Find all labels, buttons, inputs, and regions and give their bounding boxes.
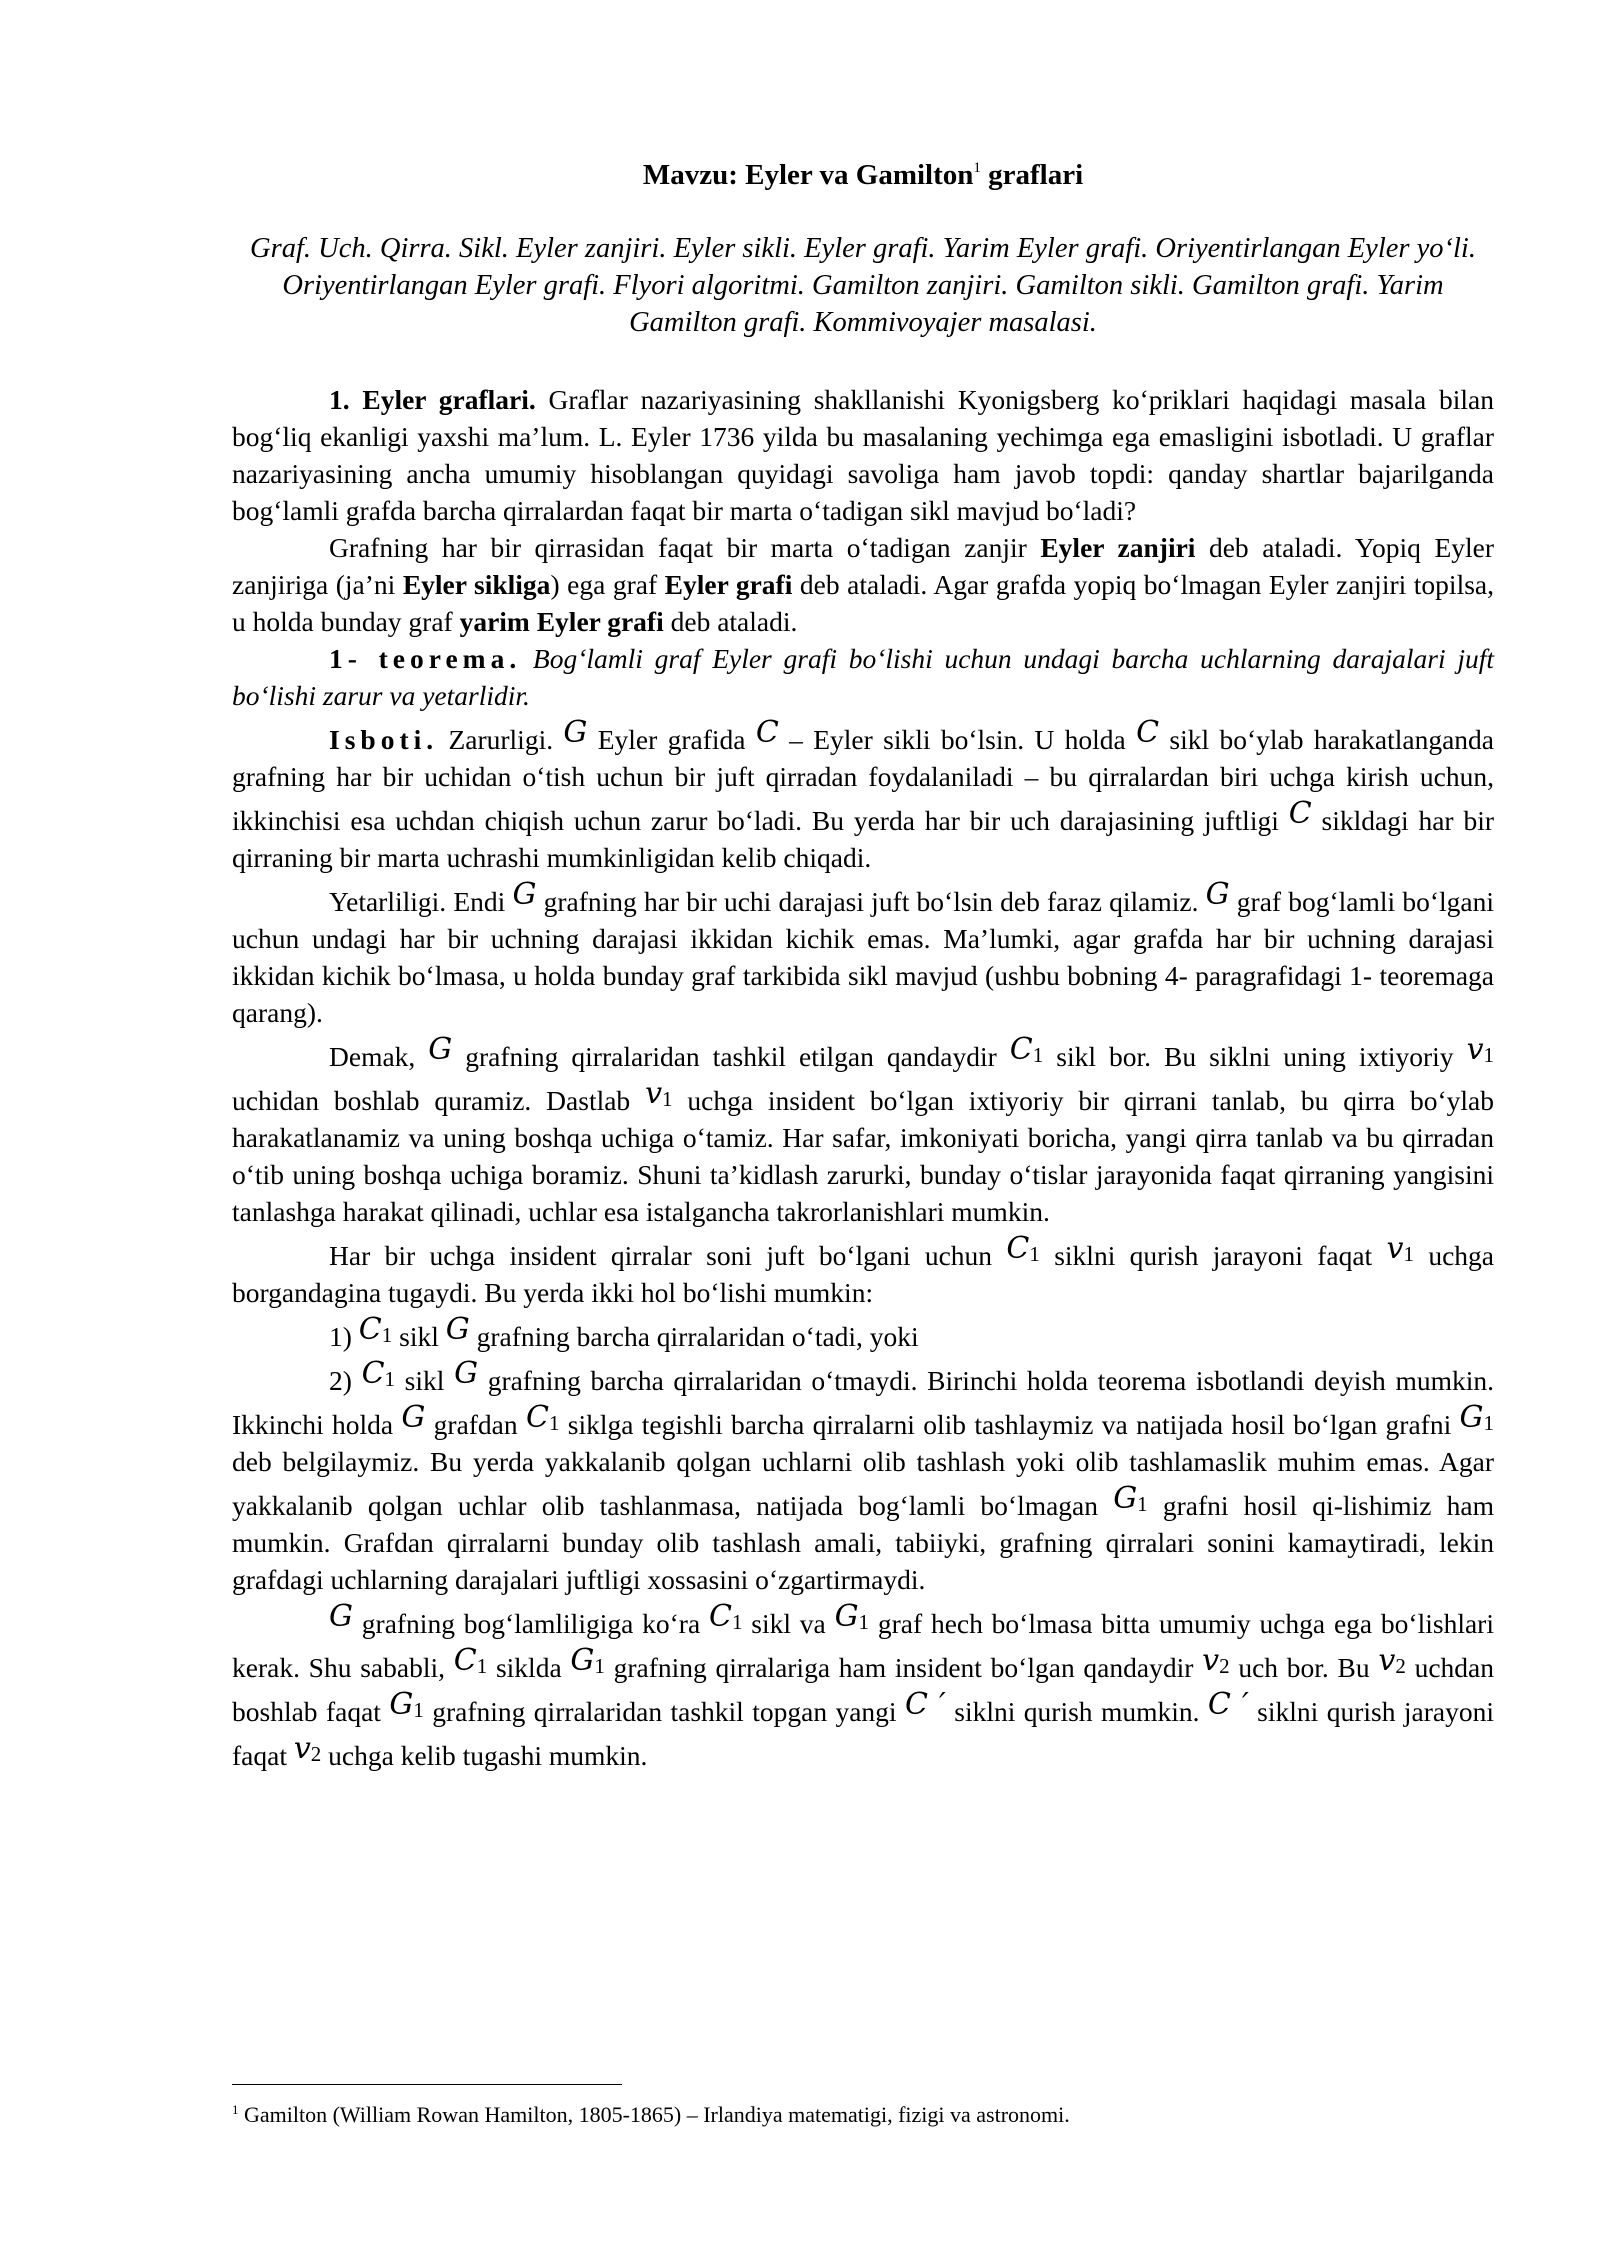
paragraph-text: grafning har bir uchi darajasi juft bo‘lsin deb faraz qilamiz.	[536, 886, 1206, 917]
math-C: C	[1288, 796, 1312, 831]
math-C1: $C_1$	[525, 1400, 560, 1435]
paragraph-text: Grafning har bir qirrasidan faqat bir marta o‘tadigan zanjir	[329, 532, 1041, 563]
paragraph-text: uchga insident bo‘lgan ixtiyoriy bir qirrani tanlab, bu qirra bo‘ylab harakatlanamiz va uning boshqa uchiga o‘tamiz. Har safar, imkoniyati boricha, yangi qirra tanlab va bu qirradan o‘tib uning boshqa uchiga boramiz. Shuni ta’kidlash zarurki, bunday o‘tislar jarayonida faqat qirraning yangisini tanlashga harakat qilinadi, uchlar esa istalgancha takrorlanishlari mumkin.	[232, 1085, 1494, 1227]
math-C-prime: C ′	[905, 1687, 946, 1722]
title-footnote-mark: 1	[973, 160, 981, 176]
paragraph-text: uch bor. Bu	[1229, 1652, 1379, 1683]
math-G: G	[329, 1599, 353, 1634]
paragraph-text: 2)	[329, 1365, 362, 1396]
math-C1: $C_1$	[361, 1356, 396, 1391]
paragraph-proof-sufficiency	[232, 876, 1494, 1031]
math-v1: $v_1$	[1466, 1032, 1495, 1067]
paragraph-text: sikl	[395, 1365, 455, 1396]
math-C1: $C_1$	[708, 1599, 743, 1634]
paragraph-text: Eyler grafida	[587, 724, 756, 755]
math-G1: $G_1$	[570, 1643, 605, 1678]
paragraph-two-cases	[232, 1230, 1494, 1311]
paragraph-theorem	[232, 640, 1494, 714]
paragraph-text: grafdan	[425, 1409, 526, 1440]
math-G: G	[401, 1400, 426, 1435]
math-G1: $G_1$	[1459, 1400, 1494, 1435]
paragraph-proof-necessity	[232, 714, 1494, 876]
footnote-divider	[232, 2084, 622, 2085]
document-page	[232, 150, 1494, 1774]
paragraph-text: sikl bor. Bu siklni uning ixtiyoriy	[1043, 1041, 1467, 1072]
math-v2: $v_2$	[1378, 1643, 1406, 1678]
case-item-2	[232, 1355, 1494, 1598]
paragraph-text: deb ataladi. Yopiq Eyler zanjiriga (ja’ni	[232, 532, 1495, 600]
title-text: Mavzu: Eyler va Gamilton	[642, 159, 974, 191]
paragraph-text: sikl va	[742, 1608, 835, 1639]
paragraph-text: grafning bog‘lamliligiga ko‘ra	[352, 1608, 709, 1639]
paragraph-text: graf bog‘lamli bo‘lgani uchun undagi har bir uchning darajasi ikkidan kichik emas. Ma’lumki, agar grafda har bir uchning darajasi ikkidan kichik bo‘lmasa, u holda bunday graf tarkibida sikl mavjud (ushbu bobning 4- paragrafidagi 1- teoremaga qarang).	[232, 886, 1495, 1028]
math-G: G	[428, 1032, 453, 1067]
paragraph-text: Zarurligi.	[438, 724, 564, 755]
paragraph-text: deb ataladi.	[663, 606, 798, 637]
paragraph-text: siklni qurish jarayoni faqat	[232, 1696, 1494, 1771]
math-G1: $G_1$	[389, 1687, 424, 1722]
paragraph-text: grafning qirralariga ham insident bo‘lgan qandaydir	[604, 1652, 1203, 1683]
paragraph-definitions	[232, 529, 1494, 640]
section-heading: 1. Eyler graflari.	[329, 384, 536, 415]
math-G: G	[512, 877, 537, 912]
paragraph-text: grafning barcha qirralaridan o‘tadi, yoki	[469, 1321, 919, 1352]
term-eyler-grafi: Eyler grafi	[664, 569, 793, 600]
paragraph-text: grafning qirralaridan tashkil topgan yangi	[423, 1696, 905, 1727]
title-suffix: graflari	[988, 159, 1084, 191]
math-G: G	[1205, 877, 1230, 912]
math-C1: $C_1$	[453, 1643, 488, 1678]
paragraph-text: grafni hosil qi-lishimiz ham mumkin. Grafdan qirralarni bunday olib tashlash amali, tabiiyki, grafning qirralari sonini kamaytiradi, lekin grafdagi uchlarning darajalari juftligi xossasini o‘zgartirmaydi.	[232, 1490, 1494, 1595]
footnote	[232, 2096, 1494, 2129]
math-G: G	[454, 1356, 479, 1391]
paragraph-text: siklga tegishli barcha qirralarni olib tashlaymiz va natijada hosil bo‘lgan grafni	[559, 1409, 1460, 1440]
paragraph-text: deb ataladi. Agar grafda yopiq bo‘lmagan Eyler zanjiri topilsa, u holda bunday graf	[232, 569, 1494, 637]
page-title	[232, 150, 1494, 194]
math-C: C	[1136, 715, 1160, 750]
math-G: G	[445, 1312, 470, 1347]
paragraph-text: ) ega graf	[550, 569, 665, 600]
paragraph-text: graf hech bo‘lmasa bitta umumiy uchga ega bo‘lishlari kerak. Shu sababli,	[232, 1608, 1494, 1683]
math-G: G	[563, 715, 588, 750]
paragraph-text: grafning barcha qirralaridan o‘tmaydi. Birinchi holda teorema isbotlandi deyish mumkin. Ikkinchi holda	[232, 1365, 1494, 1440]
paragraph-text: – Eyler sikli bo‘lsin. U holda	[778, 724, 1137, 755]
paragraph-text: Yetarliligi. Endi	[329, 886, 513, 917]
paragraph-text: uchga borgandagina tugaydi. Bu yerda ikki hol bo‘lishi mumkin:	[232, 1240, 1494, 1308]
term-eyler-sikli: Eyler sikliga	[402, 569, 551, 600]
math-v1: $v_1$	[1386, 1231, 1414, 1266]
math-v2: $v_2$	[1202, 1643, 1230, 1678]
paragraph-text: sikldagi har bir qirraning bir marta uchrashi mumkinligidan kelib chiqadi.	[232, 805, 1494, 873]
math-v1: $v_1$	[645, 1076, 673, 1111]
paragraph-text: siklni qurish mumkin.	[945, 1696, 1208, 1727]
theorem-text: Bog‘lamli graf Eyler grafi bo‘lishi uchun undagi barcha uchlarning darajalari juft bo‘lishi zarur va yetarlidir.	[232, 643, 1495, 711]
paragraph-text: deb belgilaymiz. Bu yerda yakkalanib qolgan uchlarni olib tashlash yoki olib tashlamaslik muhim emas. Agar yakkalanib qolgan uchlar olib tashlanmasa, natijada bog‘lamli bo‘lmagan	[232, 1446, 1494, 1521]
paragraph-text: uchdan boshlab faqat	[232, 1652, 1494, 1727]
term-yarim-eyler-grafi: yarim Eyler grafi	[459, 606, 664, 637]
paragraph-text: uchga kelib tugashi mumkin.	[321, 1740, 648, 1771]
paragraph-connectivity	[232, 1598, 1494, 1774]
paragraph-text: Demak,	[329, 1041, 429, 1072]
math-v2: $v_2$	[293, 1731, 322, 1766]
paragraph-text: sikl bo‘ylab harakatlanganda grafning har bir uchidan o‘tish uchun bir juft qirradan foydalaniladi – bu qirralardan biri uchga kirish uchun, ikkinchisi esa uchdan chiqish uchun zarur bo‘ladi. Bu yerda har bir uch darajasining juftligi	[232, 724, 1494, 836]
keywords-block: Graf. Uch. Qirra. Sikl. Eyler zanjiri. Eyler sikli. Eyler grafi. Yarim Eyler grafi. Oriyentirlangan Eyler yo‘li. Oriyentirlangan Eyler grafi. Flyori algoritmi. Gamilton zanjiri. Gamilton sikli. Gamilton grafi. Yarim Gamilton grafi. Kommivoyajer masalasi.	[250, 233, 1476, 338]
theorem-label: 1- teorema.	[329, 643, 522, 674]
paragraph-text: 1)	[329, 1321, 359, 1352]
math-G1: $G_1$	[1113, 1481, 1148, 1516]
math-C1: $C_1$	[358, 1312, 393, 1347]
footnote-mark: 1	[232, 2102, 239, 2117]
term-eyler-zanjiri: Eyler zanjiri	[1040, 532, 1196, 563]
proof-label: Isboti.	[329, 724, 439, 755]
paragraph-text: siklda	[487, 1652, 571, 1683]
paragraph-text: sikl	[392, 1321, 446, 1352]
paragraph-text: Har bir uchga insident qirralar soni juft bo‘lgani uchun	[329, 1240, 1007, 1271]
math-C1: $C_1$	[1009, 1032, 1044, 1067]
math-G1: $G_1$	[834, 1599, 870, 1634]
paragraph-text: Graflar nazariyasining shakllanishi Kyonigsberg ko‘priklari haqidagi masala bilan bog‘liq ekanligi yaxshi ma’lum. L. Eyler 1736 yilda bu masalaning yechimga ega emasligini isbotladi. U graflar nazariyasining ancha umumiy hisoblangan quyidagi savoliga ham javob topdi: qanday shartlar bajarilganda bog‘lamli grafda barcha qirralardan faqat bir marta o‘tadigan sikl mavjud bo‘ladi?	[232, 384, 1494, 526]
paragraph-cycle-construction	[232, 1031, 1494, 1230]
case-item-1	[232, 1311, 1494, 1355]
paragraph-eyler-intro	[232, 381, 1494, 529]
footnote-text: Gamilton (William Rowan Hamilton, 1805-1865) – Irlandiya matematigi, fizigi va astronomi.	[238, 2102, 1070, 2127]
math-C1: $C_1$	[1006, 1231, 1040, 1266]
math-C-prime: C ′	[1207, 1687, 1249, 1722]
math-C: C	[755, 715, 779, 750]
paragraph-text: siklni qurish jarayoni faqat	[1039, 1240, 1387, 1271]
paragraph-text: uchidan boshlab quramiz. Dastlab	[232, 1085, 646, 1116]
paragraph-text: grafning qirralaridan tashkil etilgan qandaydir	[452, 1041, 1010, 1072]
